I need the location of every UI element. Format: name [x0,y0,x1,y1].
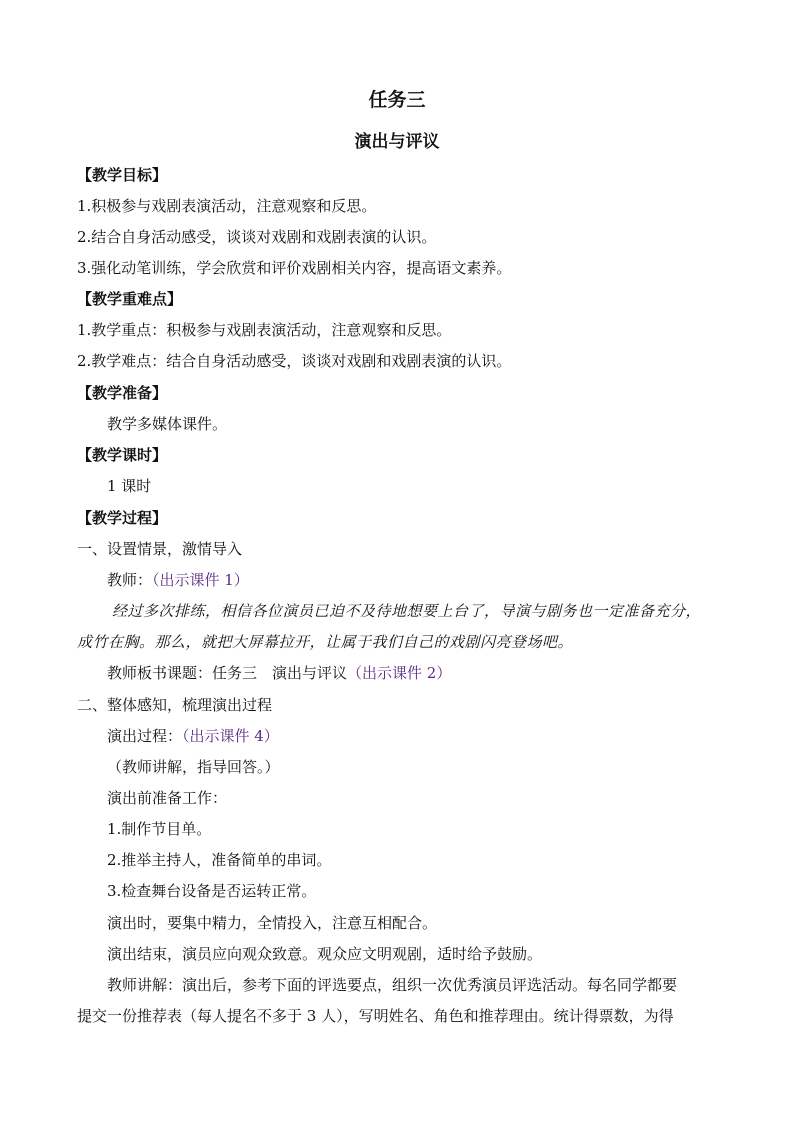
key-points-heading: 【教学重难点】 [77,290,183,308]
hours-heading: 【教学课时】 [77,446,168,464]
intro-paragraph-line: 成竹在胸。那么，就把大屏幕拉开，让属于我们自己的戏剧闪亮登场吧。 [77,633,574,651]
step-item: 2.推举主持人，准备简单的串词。 [107,851,332,869]
slide-reference: （出示课件 1） [152,571,249,589]
slide-reference: （出示课件 2） [347,664,452,682]
goal-item: 2.结合自身活动感受，谈谈对戏剧和戏剧表演的认识。 [77,228,437,246]
step-item: 1.制作节目单。 [107,820,212,838]
hours-text: 1 课时 [107,477,152,495]
slide-reference: （出示课件 4） [182,727,279,745]
section-1-title: 一、设置情景，激情导入 [77,540,243,558]
teacher-line [107,570,249,590]
goal-item: 1.积极参与戏剧表演活动，注意观察和反思。 [77,197,377,215]
key-point-item: 1.教学重点：积极参与戏剧表演活动，注意观察和反思。 [77,321,452,339]
after-text: 演出结束，演员应向观众致意。观众应文明观剧，适时给予鼓励。 [107,945,543,963]
intro-paragraph-line: 经过多次排练，相信各位演员已迫不及待地想要上台了，导演与剧务也一定准备充分， [112,602,702,620]
lecture-line: 教师讲解：演出后，参考下面的评选要点，组织一次优秀演员评选活动。每名同学都要 [107,976,678,994]
during-text: 演出时，要集中精力，全情投入，注意互相配合。 [107,914,438,932]
process-line [107,726,279,746]
process-heading: 【教学过程】 [77,509,168,527]
goals-heading: 【教学目标】 [77,166,168,184]
board-text: 教师板书课题：任务三 演出与评议 [107,664,348,682]
prep-text: 教学多媒体课件。 [107,415,228,433]
lecture-line: 提交一份推荐表（每人提名不多于 3 人），写明姓名、角色和推荐理由。统计得票数，为得 [77,1007,674,1025]
teacher-label: 教师： [107,571,153,589]
pre-work-label: 演出前准备工作： [107,789,228,807]
goal-item: 3.强化动笔训练，学会欣赏和评价戏剧相关内容，提高语文素养。 [77,259,512,277]
step-item: 3.检查舞台设备是否运转正常。 [107,882,317,900]
process-label: 演出过程： [107,727,183,745]
page-subtitle: 演出与评议 [354,132,440,152]
prep-heading: 【教学准备】 [77,384,168,402]
section-2-title: 二、整体感知，梳理演出过程 [77,696,273,714]
board-line [107,663,451,683]
explain-note: （教师讲解，指导回答。） [107,758,280,776]
key-point-item: 2.教学难点：结合自身活动感受，谈谈对戏剧和戏剧表演的认识。 [77,352,512,370]
page-title: 任务三 [368,89,426,111]
